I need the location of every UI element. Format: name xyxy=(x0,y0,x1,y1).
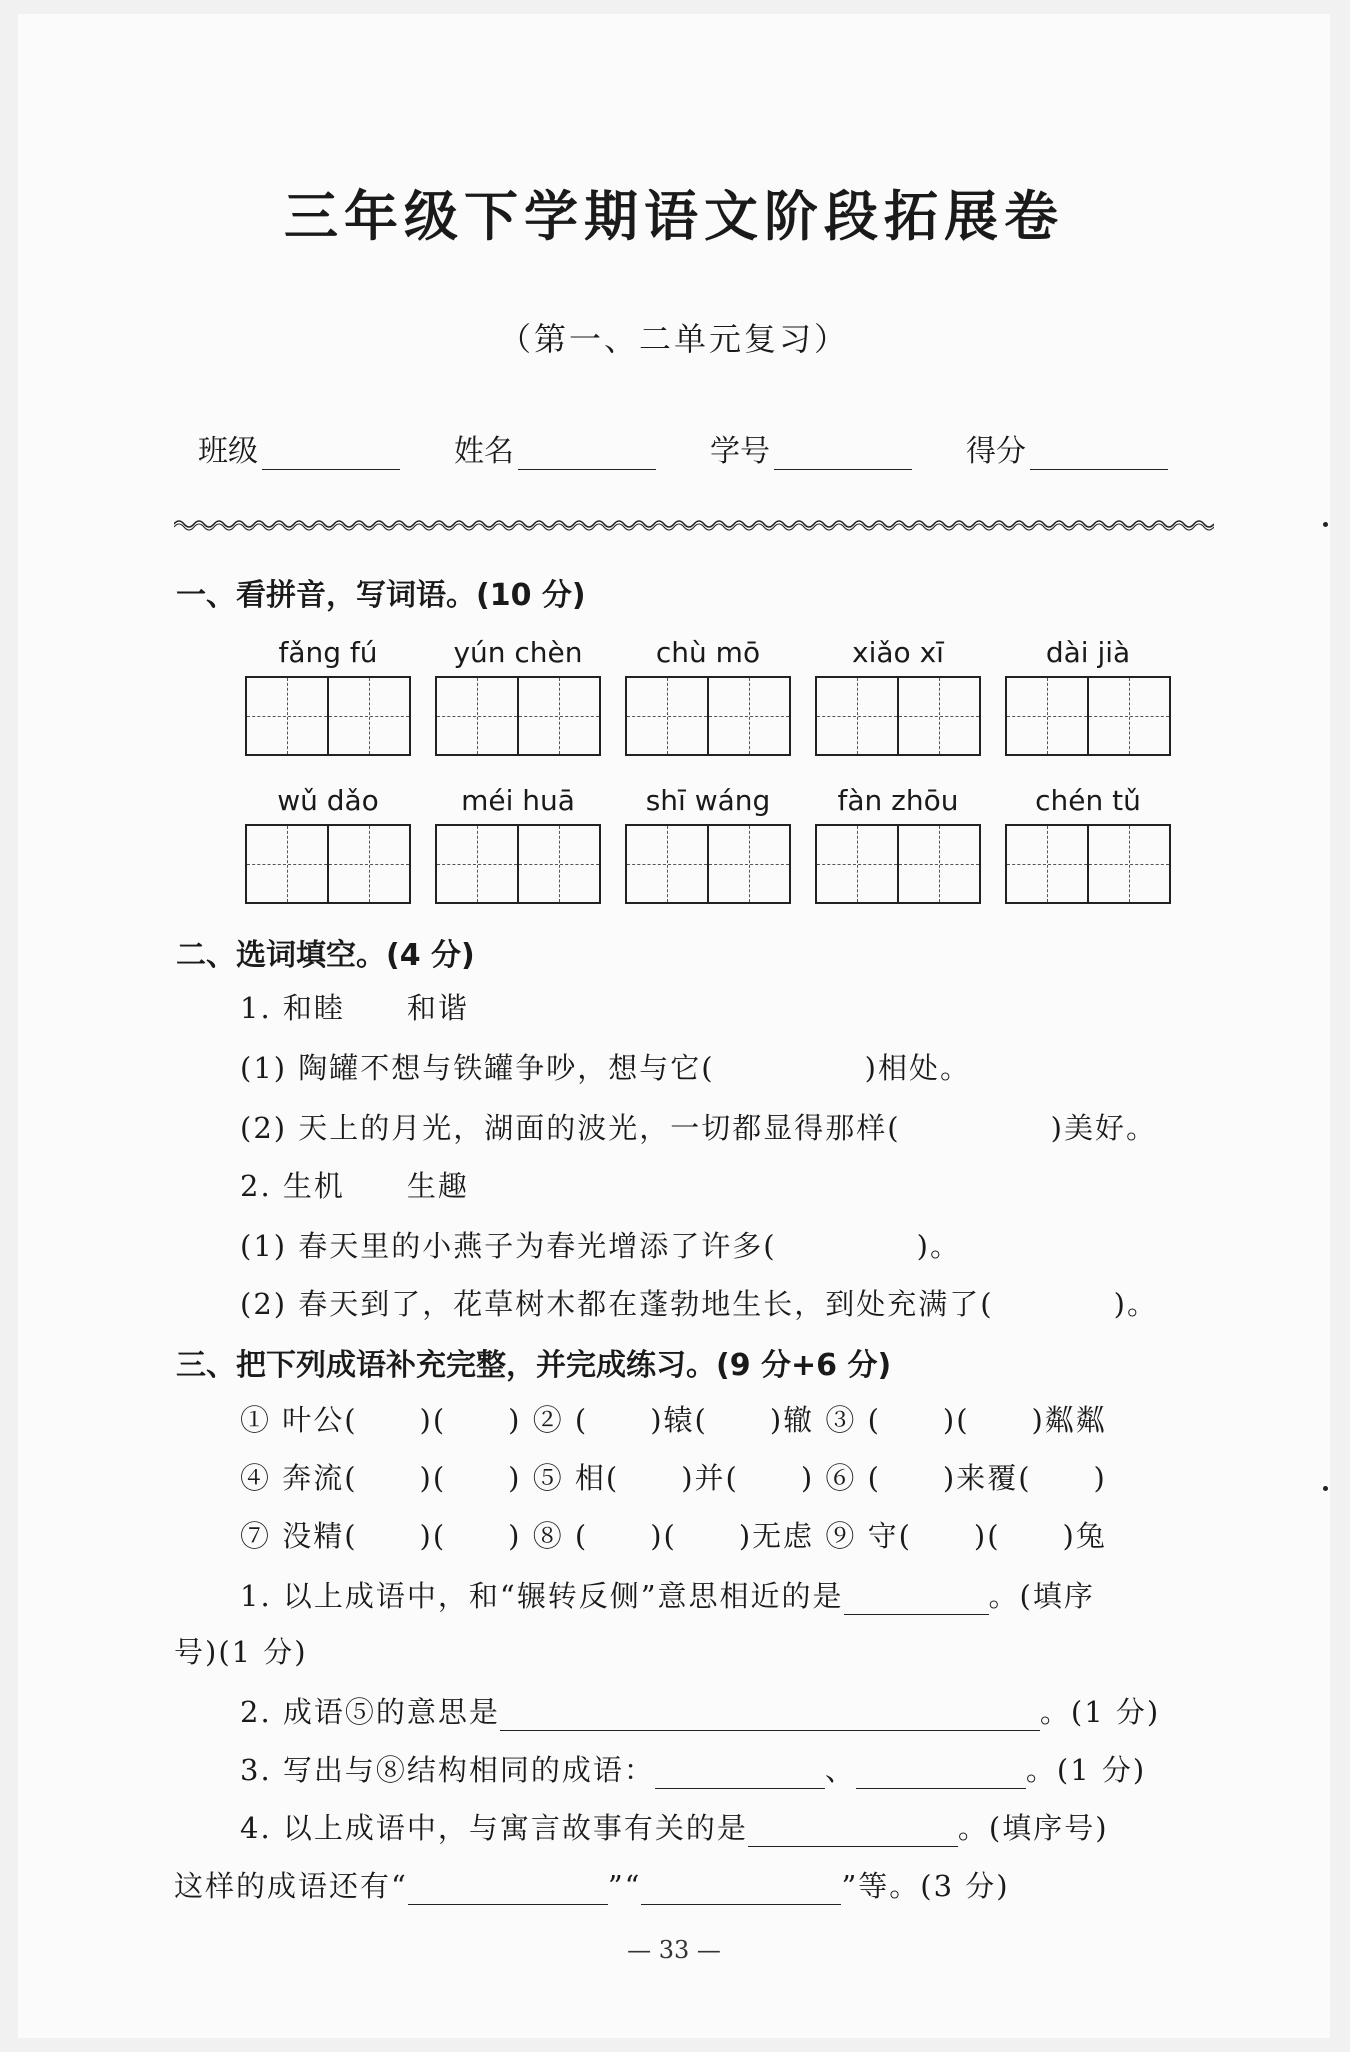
exercise-2: 2. 成语⑤的意思是 。(1 分) xyxy=(240,1695,1161,1729)
pinyin-label: yún chèn xyxy=(453,636,583,669)
pinyin-label: méi huā xyxy=(461,784,575,817)
answer-blank[interactable] xyxy=(408,1876,608,1905)
tianzige-box[interactable] xyxy=(1005,676,1171,756)
exercise-1: 1. 以上成语中，和“辗转反侧”意思相近的是 。(填序 xyxy=(240,1579,1095,1613)
section-2-heading: 二、选词填空。(4 分) xyxy=(176,938,475,973)
tianzige-box[interactable] xyxy=(245,824,411,904)
pinyin-label: dài jià xyxy=(1045,636,1131,669)
fill-question: (2) 春天到了，花草树木都在蓬勃地生长，到处充满了( )。 xyxy=(240,1287,1158,1321)
exercise-4: 4. 以上成语中，与寓言故事有关的是 。(填序号) xyxy=(240,1811,1109,1845)
class-label: 班级 xyxy=(198,434,258,469)
fill-question: (1) 陶罐不想与铁罐争吵，想与它( )相处。 xyxy=(240,1051,971,1085)
tianzige-box[interactable] xyxy=(435,824,601,904)
page-number: — 33 — xyxy=(627,1936,721,1964)
score-label: 得分 xyxy=(966,434,1026,469)
page-subtitle: （第一、二单元复习） xyxy=(498,320,849,358)
page-title: 三年级下学期语文阶段拓展卷 xyxy=(284,184,1064,248)
answer-blank[interactable] xyxy=(500,1702,1040,1731)
tianzige-box[interactable] xyxy=(1005,824,1171,904)
answer-blank[interactable] xyxy=(748,1818,958,1847)
idiom-row: ⑦ 没精( )( ) ⑧ ( )( )无虑 ⑨ 守( )( )兔 xyxy=(240,1519,1107,1553)
name-label: 姓名 xyxy=(454,434,514,469)
tianzige-box[interactable] xyxy=(625,824,791,904)
fill-question: (1) 春天里的小燕子为春光增添了许多( )。 xyxy=(240,1229,961,1263)
tianzige-box[interactable] xyxy=(625,676,791,756)
class-field[interactable] xyxy=(198,426,400,470)
tianzige-box[interactable] xyxy=(815,824,981,904)
exercise-3: 3. 写出与⑧结构相同的成语： 、 。(1 分) xyxy=(240,1753,1147,1787)
section-1-heading: 一、看拼音，写词语。(10 分) xyxy=(176,578,586,613)
name-field[interactable] xyxy=(454,426,656,470)
worksheet-page xyxy=(18,14,1330,2038)
student-number-label: 学号 xyxy=(710,434,770,469)
answer-blank[interactable] xyxy=(655,1760,825,1789)
pinyin-label: fàn zhōu xyxy=(837,784,959,817)
fill-question: (2) 天上的月光，湖面的波光，一切都显得那样( )美好。 xyxy=(240,1111,1157,1145)
exercise-1-cont: 号)(1 分) xyxy=(174,1635,308,1669)
idiom-row: ① 叶公( )( ) ② ( )辕( )辙 ③ ( )( )粼粼 xyxy=(240,1403,1107,1437)
tianzige-box[interactable] xyxy=(815,676,981,756)
tianzige-box[interactable] xyxy=(245,676,411,756)
section-3-heading: 三、把下列成语补充完整，并完成练习。(9 分+6 分) xyxy=(176,1348,892,1383)
word-group-2: 2. 生机 生趣 xyxy=(240,1169,469,1203)
pinyin-label: chén tǔ xyxy=(1035,784,1141,817)
idiom-row: ④ 奔流( )( ) ⑤ 相( )并( ) ⑥ ( )来覆( ) xyxy=(240,1461,1107,1495)
answer-blank[interactable] xyxy=(641,1876,841,1905)
pinyin-label: wǔ dǎo xyxy=(277,784,379,817)
pinyin-label: fǎng fú xyxy=(278,636,378,669)
answer-blank[interactable] xyxy=(856,1760,1026,1789)
pinyin-label: xiǎo xī xyxy=(852,636,944,669)
pinyin-label: chù mō xyxy=(655,636,761,669)
margin-dot xyxy=(1323,522,1328,527)
student-number-field[interactable] xyxy=(710,426,912,470)
pinyin-label: shī wáng xyxy=(645,784,771,817)
wavy-divider xyxy=(174,516,1214,532)
word-group-1: 1. 和睦 和谐 xyxy=(240,991,469,1025)
exercise-4-cont: 这样的成语还有“ ”“ ”等。(3 分) xyxy=(174,1869,1010,1903)
score-field[interactable] xyxy=(966,426,1168,470)
tianzige-box[interactable] xyxy=(435,676,601,756)
answer-blank[interactable] xyxy=(844,1586,989,1615)
margin-dot xyxy=(1323,1486,1328,1491)
